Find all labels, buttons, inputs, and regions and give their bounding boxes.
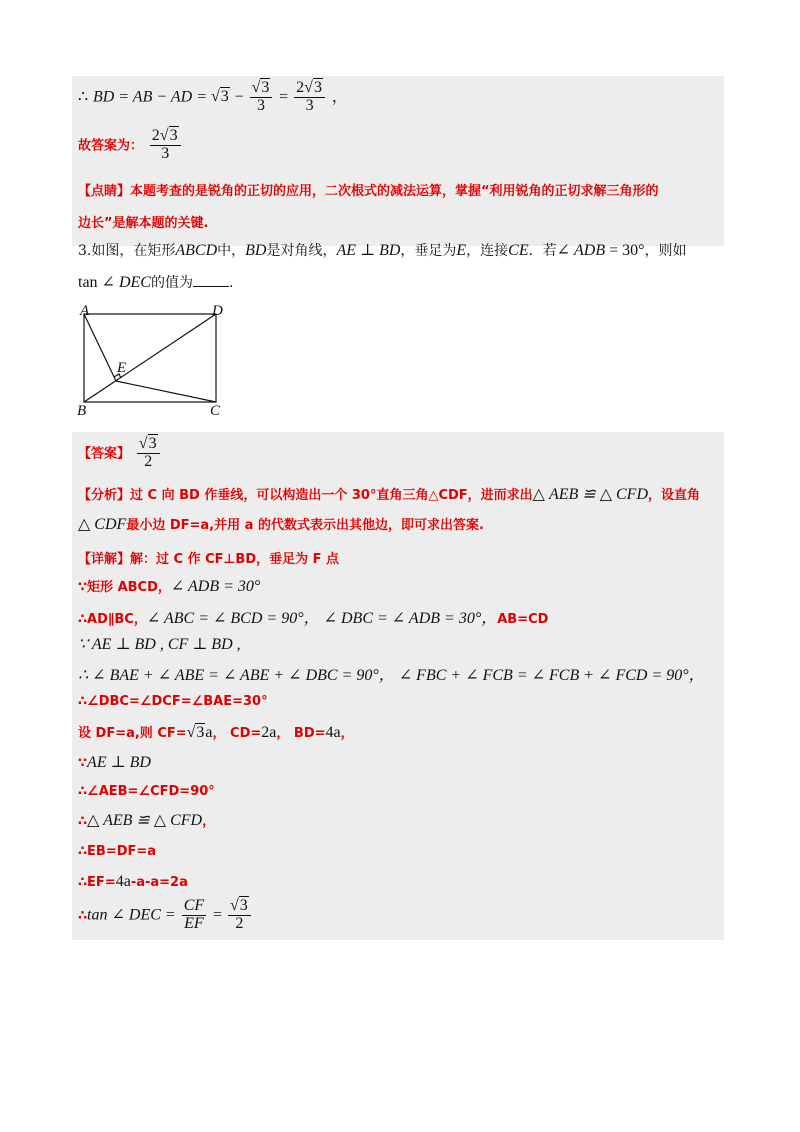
solution-answer: 【答案】 $\frac{√3}{2}$ (78, 436, 162, 471)
comment-line-2: 边长”是解本题的关键. (78, 216, 209, 231)
step-5: ∴∠DBC=∠DCF=∠BAE=30° (78, 694, 268, 709)
segment-ae (84, 314, 116, 381)
label-b: B (77, 403, 87, 419)
question-line-2: tan ∠ DEC的值为 . (78, 274, 234, 291)
segment-ec (116, 381, 216, 402)
label-d: D (212, 303, 223, 319)
step-6: 设 DF=a,则 CF=√3a， CD=2a， BD=4a， (78, 724, 354, 741)
analysis-line-1: 【分析】过 C 向 BD 作垂线，可以构造出一个 30°直角三角△CDF，进而求出△ AEB ≌ △ CFD，设直角 (78, 486, 701, 503)
previous-answer: 故答案为： $\frac{2√3}{3}$ (78, 128, 183, 163)
label-e: E (117, 360, 127, 376)
question-line-1: 3.如图，在矩形ABCD中，BD是对角线，AE ⊥ BD，垂足为E，连接CE．若∠ ADB = 30°，则如 (78, 242, 687, 259)
step-12: ∴tan ∠ DEC = $\frac{CF}{EF}$ = $\frac{√3}{2}$ (78, 898, 253, 933)
step-9: ∴△ AEB ≌ △ CFD， (78, 812, 216, 829)
step-3: ∵ AE ⊥ BD , CF ⊥ BD , (78, 636, 241, 653)
step-4: ∴ ∠ BAE + ∠ ABE = ∠ ABE + ∠ DBC = 90°， ∠ FBC + ∠ FCB = ∠ FCB + ∠ FCD = 90°， (78, 667, 705, 684)
step-11: ∴EF=4a-a-a=2a (78, 873, 188, 890)
comment-line-1: 【点睛】本题考查的是锐角的正切的应用，二次根式的减法运算，掌握“利用锐角的正切求解三角形的 (78, 184, 659, 199)
step-1: ∵矩形 ABCD，∠ ADB = 30° (78, 578, 261, 595)
step-8: ∴∠AEB=∠CFD=90° (78, 784, 215, 799)
diagonal-bd (84, 314, 216, 402)
answer-blank (193, 274, 229, 287)
analysis-line-2: △ CDF最小边 DF=a,并用 a 的代数式表示出其他边，即可求出答案. (78, 516, 484, 533)
step-7: ∵AE ⊥ BD (78, 754, 151, 771)
bd-equation: ∴ BD = AB − AD = √3 − $\frac{√3}{3}$ = $\frac{2√3}{3}$ ， (78, 79, 348, 114)
label-a: A (80, 303, 90, 319)
step-10: ∴EB=DF=a (78, 844, 157, 859)
solution-block (72, 432, 724, 940)
detail-line-1: 【详解】解：过 C 作 CF⊥BD，垂足为 F 点 (78, 552, 340, 567)
step-2: ∴AD∥BC，∠ ABC = ∠ BCD = 90°， ∠ DBC = ∠ ADB = 30°，AB=CD (78, 610, 549, 627)
rectangle-figure (74, 300, 234, 420)
label-c: C (210, 403, 221, 419)
